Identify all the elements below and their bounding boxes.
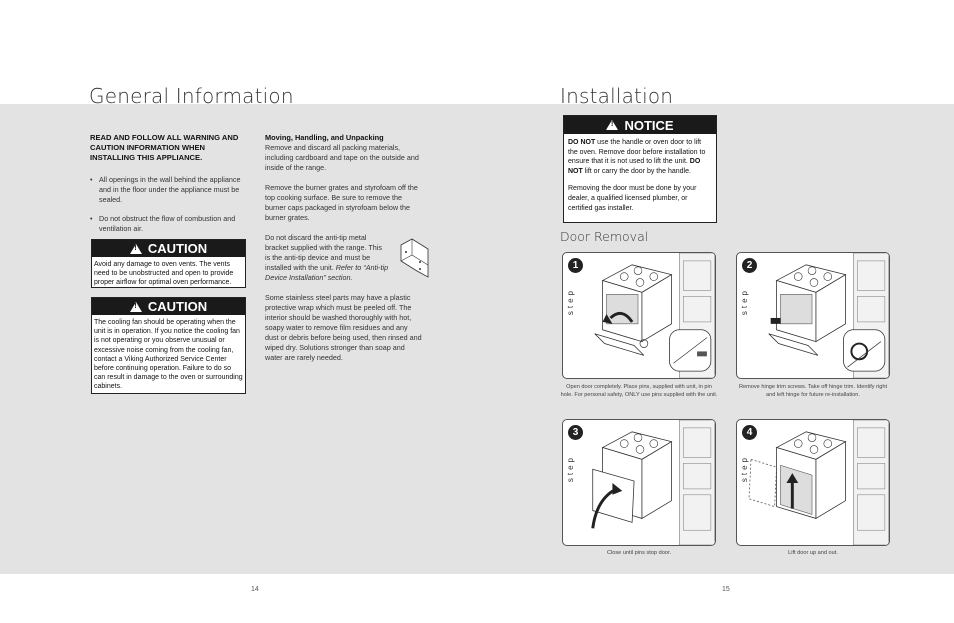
step-3-caption: Close until pins stop door. bbox=[606, 550, 672, 556]
bullet-item: • Do not obstruct the flow of combustion and ventilation air. bbox=[90, 214, 246, 234]
step-4-illustration bbox=[736, 419, 890, 546]
step-3-illustration bbox=[562, 419, 716, 546]
warning-triangle-icon: ! bbox=[130, 244, 142, 254]
caution-box-vents bbox=[91, 239, 246, 288]
paragraph-anti-tip bbox=[265, 233, 389, 283]
general-info-column bbox=[90, 133, 246, 244]
warning-triangle-icon: ! bbox=[606, 120, 618, 130]
notice-box bbox=[563, 115, 717, 223]
notice-emphasis: DO NOT bbox=[568, 139, 596, 146]
page-number-right: 15 bbox=[722, 586, 730, 593]
caution-box-cooling-fan bbox=[91, 297, 246, 394]
notice-header bbox=[564, 116, 716, 134]
door-removal-heading: Door Removal bbox=[560, 229, 649, 244]
step-label: step bbox=[740, 288, 749, 316]
notice-body bbox=[564, 134, 716, 225]
step-4-caption: Lift door up and out. bbox=[788, 550, 838, 556]
step-number-badge: 4 bbox=[742, 425, 757, 440]
section-heading-moving: Moving, Handling, and Unpacking bbox=[265, 133, 384, 142]
step-number-badge: 3 bbox=[568, 425, 583, 440]
step-2-caption: Remove hinge trim screws. Take off hinge trim. Identify right and left hinge for future re-installation. bbox=[738, 384, 888, 398]
page-number-left: 14 bbox=[251, 586, 259, 593]
notice-paragraph-2: Removing the door must be done by your dealer, a qualified licensed plumber, or certified gas installer. bbox=[568, 185, 697, 212]
notice-text: lift or carry the door by the handle. bbox=[582, 167, 691, 175]
notice-heading: NOTICE bbox=[624, 117, 674, 133]
oven-close-door-illustration bbox=[563, 420, 715, 545]
bullet-item: • All openings in the wall behind the appliance and in the floor under the appliance must be sealed. bbox=[90, 175, 246, 204]
step-number-badge: 2 bbox=[742, 258, 757, 273]
step-2-illustration bbox=[736, 252, 890, 379]
bullet-list bbox=[90, 175, 246, 234]
page-title-installation: Installation bbox=[560, 84, 674, 108]
caution-header bbox=[92, 240, 245, 257]
notice-text: use the handle or oven door to lift the oven. Remove door before installation to ensure that it is not used to lift the unit. bbox=[568, 139, 706, 166]
step-label: step bbox=[566, 288, 575, 316]
page-title-general-information: General Information bbox=[89, 84, 294, 108]
step-label: step bbox=[740, 455, 749, 483]
paragraph-burner-grates: Remove the burner grates and styrofoam off the top cooking surface. Be sure to remove the burner caps packaged in styrofoam below the burner grates. bbox=[265, 183, 418, 222]
warning-triangle-icon: ! bbox=[130, 302, 142, 312]
paragraph-stainless: Some stainless steel parts may have a plastic protective wrap which must be peeled off. The interior should be washed thoroughly with hot, soapy water to remove film residues and any dust or debris before being used, then rinsed and wiped dry. Solutions stronger than soap and water are rarely needed. bbox=[265, 293, 422, 362]
anti-tip-reference: Refer to “Anti-tip Device Installation” section. bbox=[265, 263, 389, 282]
step-number-badge: 1 bbox=[568, 258, 583, 273]
step-label: step bbox=[566, 455, 575, 483]
oven-lift-door-illustration bbox=[737, 420, 889, 545]
notice-emphasis: DO NOT bbox=[568, 158, 701, 175]
notice-paragraph-1 bbox=[568, 138, 712, 176]
oven-open-door-illustration bbox=[563, 253, 715, 378]
anti-tip-text: Do not discard the anti-tip metal bracket supplied with the range. This is the anti-tip device and must be installed with the unit. bbox=[265, 233, 382, 272]
oven-hinge-trim-illustration bbox=[737, 253, 889, 378]
step-1-caption: Open door completely. Place pins, supplied with unit, in pin hole. For personal safety, ONLY use pins supplied with the unit. bbox=[560, 384, 718, 398]
caution-header bbox=[92, 298, 245, 315]
paragraph-packing: Remove and discard all packing materials, including cardboard and tape on the outside and inside of the range. bbox=[265, 143, 419, 172]
step-1-illustration bbox=[562, 252, 716, 379]
caution-heading: CAUTION bbox=[147, 241, 208, 256]
lead-warning-text: READ AND FOLLOW ALL WARNING AND CAUTION INFORMATION WHEN INSTALLING THIS APPLIANCE. bbox=[90, 133, 239, 162]
caution-heading: CAUTION bbox=[147, 299, 208, 314]
anti-tip-bracket-icon bbox=[398, 237, 430, 279]
caution-text: Avoid any damage to oven vents. The vents need to be unobstructed and open to provide proper airflow for optimal oven performance. bbox=[94, 261, 234, 287]
caution-text: The cooling fan should be operating when the unit is in operation. If you notice the cooling fan is not operating or you observe unusual or excessive noise coming from the cooling fan, contact a Viking Authorized Service Center before continuing operation. Failure to do so can result in damage to the oven or surrounding cabinets. bbox=[94, 319, 243, 391]
